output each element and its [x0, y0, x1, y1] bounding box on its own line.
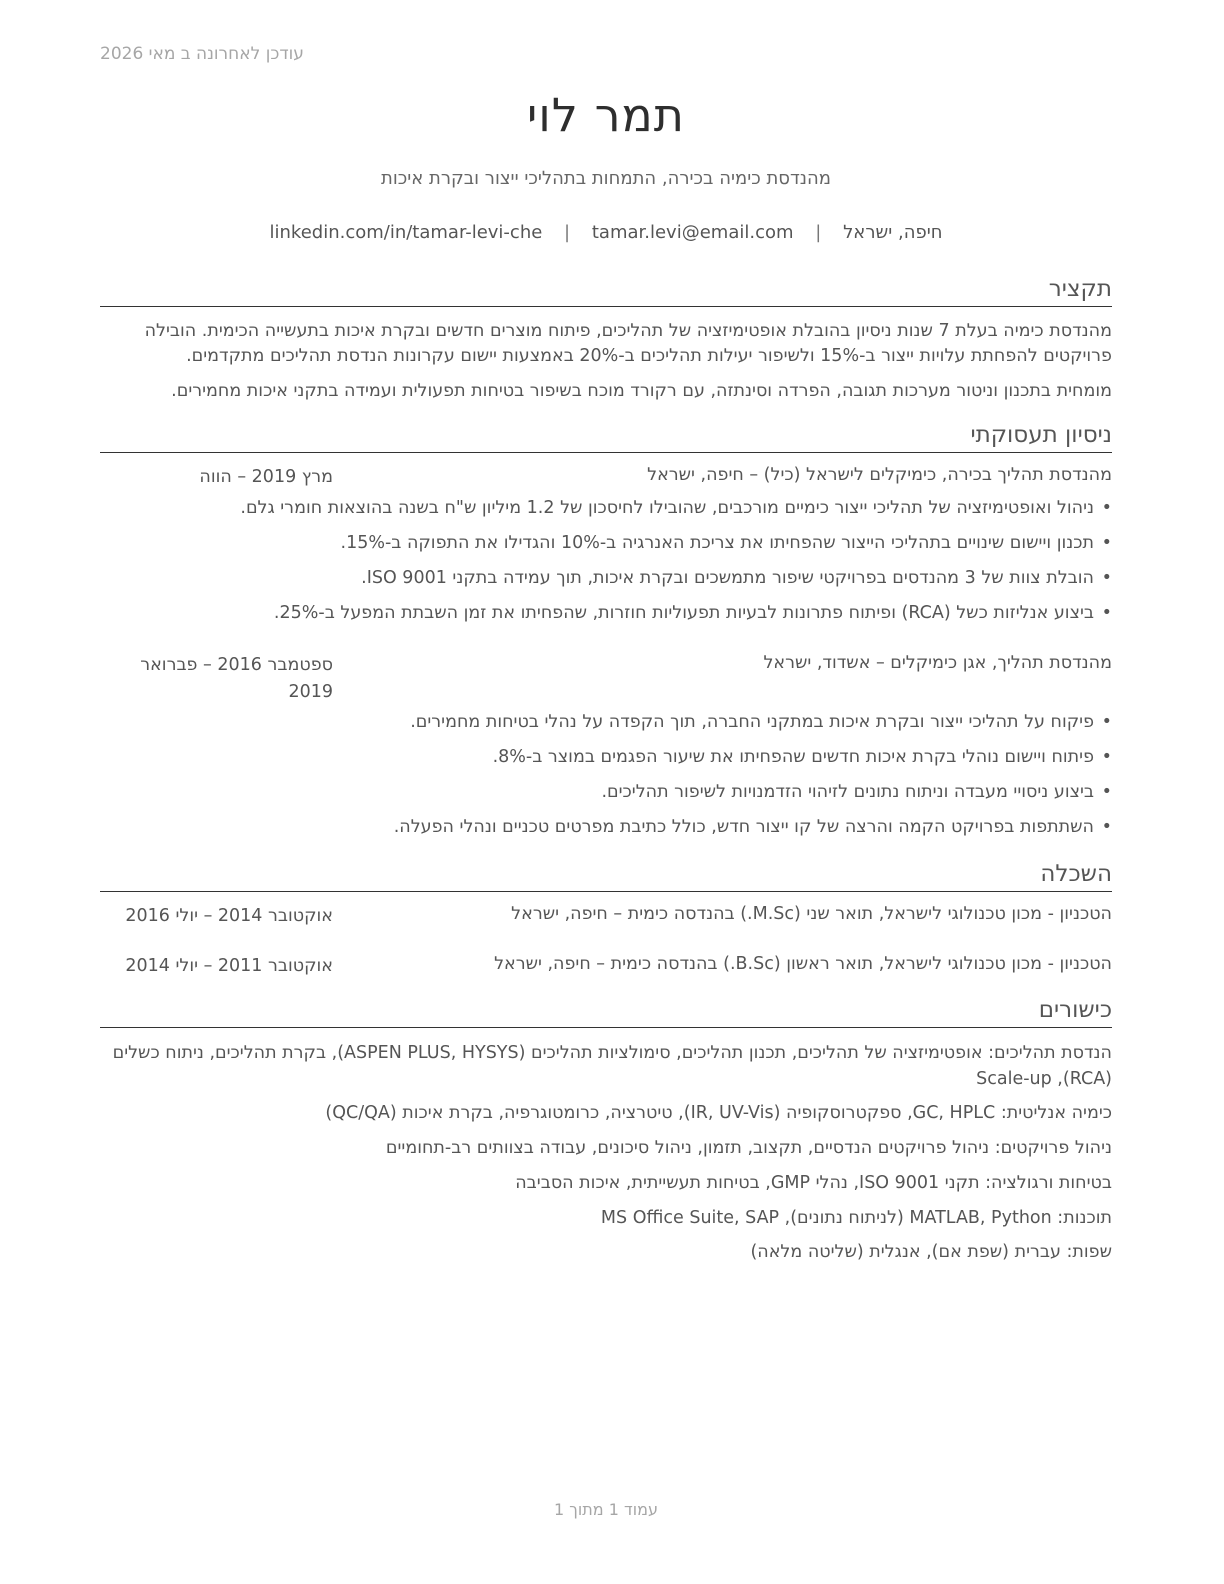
contact-separator: |	[564, 222, 571, 243]
job-title: מהנדסת תהליך, אגן כימיקלים – אשדוד, ישראל	[763, 653, 1112, 673]
contact-email[interactable]: tamar.levi@email.com	[591, 222, 794, 243]
list-item: • השתתפות בפרויקט הקמה והרצה של קו ייצור חדש, כולל כתיבת מפרטים טכניים ונהלי הפעלה.	[112, 810, 1112, 845]
list-item: • פיקוח על תהליכי ייצור ובקרת איכות במתקני החברה, תוך הקפדה על נהלי בטיחות מחמירים.	[112, 705, 1112, 740]
job-bullets	[112, 705, 1112, 845]
job-date: מרץ 2019 – הווה	[199, 467, 333, 487]
education-date: אוקטובר 2014 – יולי 2016	[125, 906, 333, 926]
job-date: ספטמבר 2016 – פברואר 2019	[140, 655, 333, 702]
last-updated: עודכן לאחרונה ב מאי 2026	[100, 44, 304, 64]
summary-paragraph-1: מהנדסת כימיה בעלת 7 שנות ניסיון בהובלת אופטימיזציה של תהליכים, פיתוח מוצרים חדשים ובקרת איכות בתעשייה הכימית. הובילה פרויקטים להפחתת עלויות ייצור ב-15% ולשיפור יעילות תהליכים ב-20% באמצעות יישום עקרונות הנדסת תהליכים מתקדמים.	[144, 321, 1112, 366]
contact-linkedin[interactable]: linkedin.com/in/tamar-levi-che	[269, 222, 543, 243]
resume-page	[100, 0, 1112, 1584]
summary-paragraph-2: מומחית בתכנון וניטור מערכות תגובה, הפרדה וסינתזה, עם רקורד מוכח בשיפור בטיחות תפעולית ועמידה בתקני איכות מחמירים.	[171, 381, 1112, 401]
list-item: • הובלת צוות של 3 מהנדסים בפרויקטי שיפור מתמשכים ובקרת איכות, תוך עמידה בתקני ISO 9001.	[112, 561, 1112, 596]
section-title-education: השכלה	[100, 859, 1112, 892]
job-bullets	[112, 491, 1112, 631]
skill-line: שפות: עברית (שפת אם), אנגלית (שליטה מלאה)	[750, 1242, 1112, 1262]
list-item: • תכנון ויישום שינויים בתהליכי הייצור שהפחיתו את צריכת האנרגיה ב-10% והגדילו את התפוקה ב-15%.	[112, 526, 1112, 561]
contact-line	[100, 222, 1112, 243]
candidate-subtitle: מהנדסת כימיה בכירה, התמחות בתהליכי ייצור ובקרת איכות	[380, 168, 831, 189]
skill-line: כימיה אנליטית: GC, HPLC, ספקטרוסקופיה (IR, UV-Vis), טיטרציה, כרומטוגרפיה, בקרת איכות (QC/QA)	[325, 1103, 1112, 1123]
list-item: • ביצוע ניסויי מעבדה וניתוח נתונים לזיהוי הזדמנויות לשיפור תהליכים.	[112, 775, 1112, 810]
section-title-summary: תקציר	[100, 274, 1112, 307]
list-item: • ניהול ואופטימיזציה של תהליכי ייצור כימיים מורכבים, שהובילו לחיסכון של 1.2 מיליון ש"ח בשנה בהוצאות חומרי גלם.	[112, 491, 1112, 526]
contact-separator: |	[815, 222, 822, 243]
skill-line: תוכנות: MATLAB, Python (לניתוח נתונים), MS Office Suite, SAP	[600, 1208, 1112, 1228]
skill-line: בטיחות ורגולציה: תקני ISO 9001, נהלי GMP, בטיחות תעשייתית, איכות הסביבה	[515, 1173, 1112, 1193]
skill-line: ניהול פרויקטים: ניהול פרויקטים הנדסיים, תקצוב, תזמון, ניהול סיכונים, עבודה בצוותים רב-תחומיים	[385, 1138, 1112, 1158]
education-title: הטכניון - מכון טכנולוגי לישראל, תואר ראשון (B.Sc.) בהנדסה כימית – חיפה, ישראל	[494, 954, 1112, 974]
job-title: מהנדסת תהליך בכירה, כימיקלים לישראל (כיל) – חיפה, ישראל	[647, 465, 1112, 485]
candidate-name: תמר לוי	[526, 88, 686, 142]
section-title-skills: כישורים	[100, 995, 1112, 1028]
education-date: אוקטובר 2011 – יולי 2014	[125, 956, 333, 976]
education-title: הטכניון - מכון טכנולוגי לישראל, תואר שני (M.Sc.) בהנדסה כימית – חיפה, ישראל	[511, 904, 1112, 924]
list-item: • ביצוע אנליזות כשל (RCA) ופיתוח פתרונות לבעיות תפעוליות חוזרות, שהפחיתו את זמן השבתת המפעל ב-25%.	[112, 596, 1112, 631]
contact-location: חיפה, ישראל	[843, 222, 943, 243]
section-title-experience: ניסיון תעסוקתי	[100, 420, 1112, 453]
list-item: • פיתוח ויישום נוהלי בקרת איכות חדשים שהפחיתו את שיעור הפגמים במוצר ב-8%.	[112, 740, 1112, 775]
page-number: עמוד 1 מתוך 1	[554, 1500, 658, 1519]
skill-line: הנדסת תהליכים: אופטימיזציה של תהליכים, תכנון תהליכים, סימולציות תהליכים (ASPEN PLUS, HYSYS), בקרת תהליכים, ניתוח כשלים (RCA), Scale-up	[112, 1043, 1112, 1089]
